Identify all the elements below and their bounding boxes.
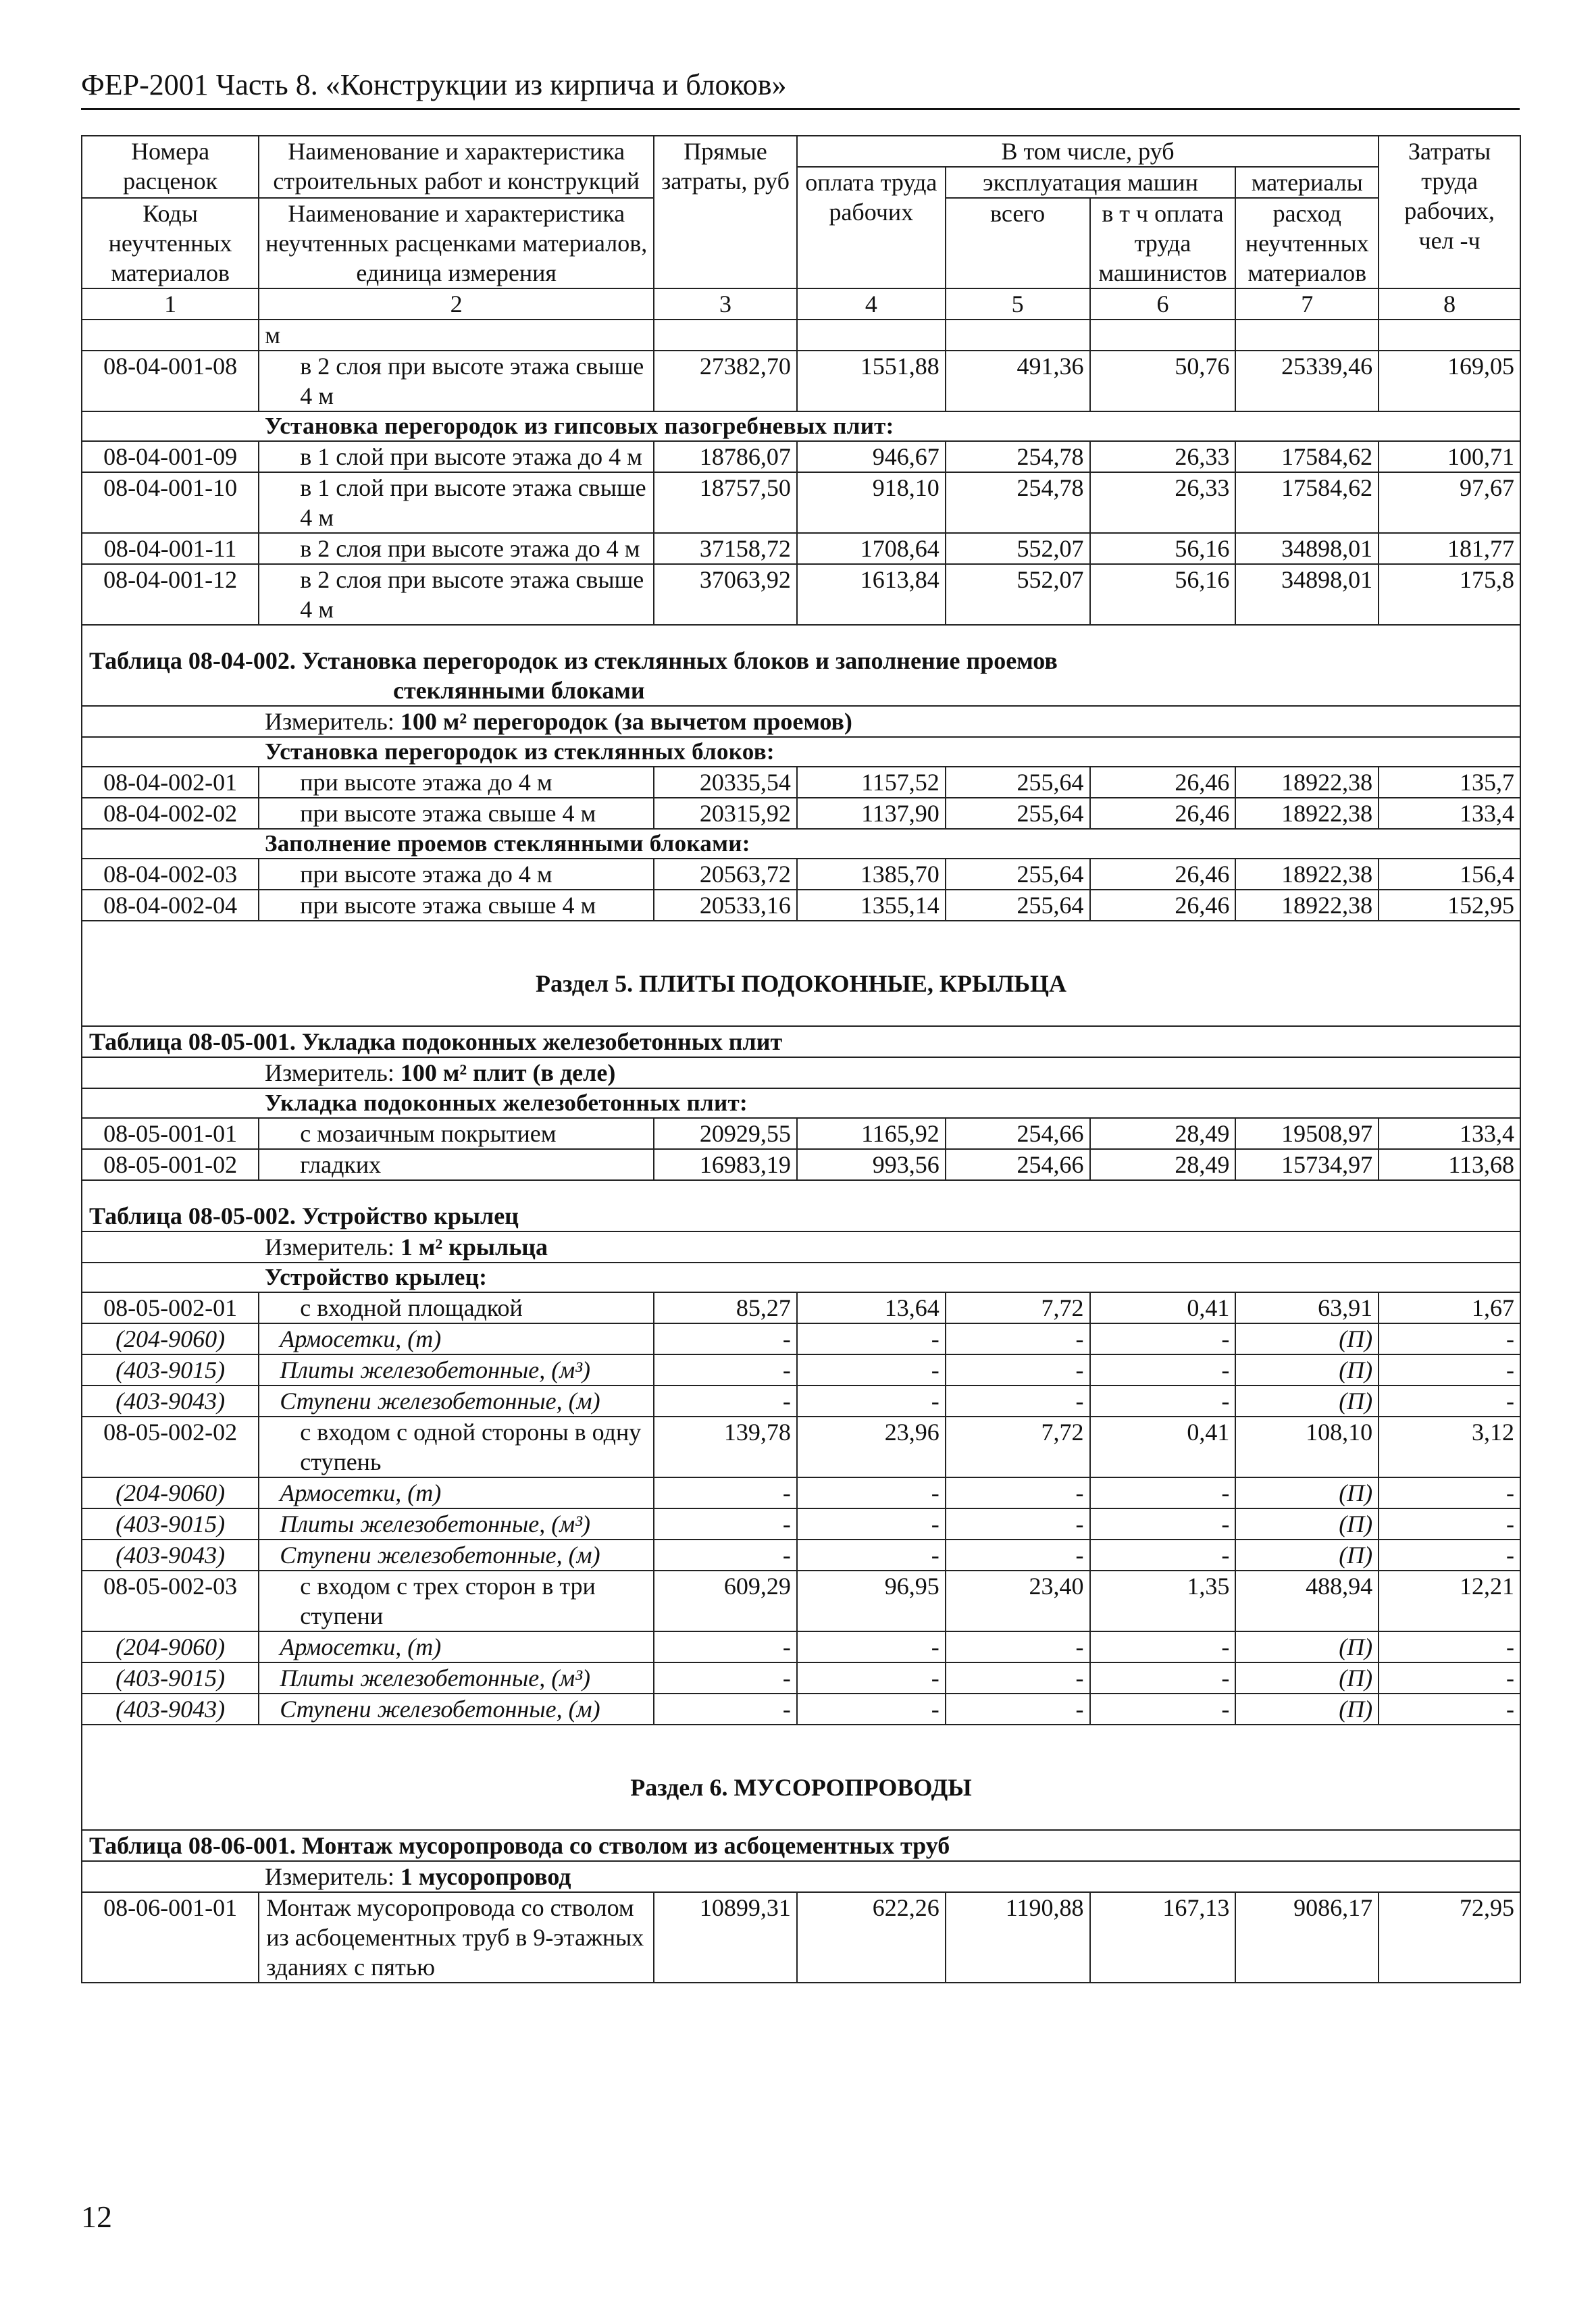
machines-total: 254,78 bbox=[946, 472, 1090, 533]
material-row bbox=[82, 1662, 1520, 1694]
value: - bbox=[654, 1477, 797, 1508]
col-number: 3 bbox=[654, 288, 797, 320]
labor-hours: 152,95 bbox=[1379, 890, 1520, 921]
col-number: 5 bbox=[946, 288, 1090, 320]
value: (П) bbox=[1235, 1386, 1379, 1417]
value: - bbox=[1379, 1508, 1520, 1540]
rate-code: 08-04-002-04 bbox=[82, 890, 259, 921]
operator-wages: 26,33 bbox=[1090, 441, 1236, 472]
operator-wages: 26,46 bbox=[1090, 859, 1236, 890]
machines-total: 491,36 bbox=[946, 351, 1090, 411]
machines-total: 255,64 bbox=[946, 767, 1090, 798]
material-row bbox=[82, 1694, 1520, 1725]
section-title: Раздел 5. ПЛИТЫ ПОДОКОННЫЕ, КРЫЛЬЦА bbox=[82, 921, 1520, 1026]
machines-total: 255,64 bbox=[946, 890, 1090, 921]
operator-wages: 26,46 bbox=[1090, 890, 1236, 921]
table-title: Таблица 08-05-002. Устройство крылец bbox=[82, 1180, 1520, 1231]
rate-code: 08-06-001-01 bbox=[82, 1892, 259, 1983]
rate-code: 08-04-002-02 bbox=[82, 798, 259, 829]
value: - bbox=[946, 1354, 1090, 1386]
material-row bbox=[82, 1540, 1520, 1571]
group-row bbox=[82, 1088, 1520, 1118]
value: - bbox=[946, 1694, 1090, 1725]
rate-code: 08-04-001-12 bbox=[82, 564, 259, 625]
operator-wages: 28,49 bbox=[1090, 1118, 1236, 1149]
value: - bbox=[1090, 1662, 1236, 1694]
table-title bbox=[82, 625, 1520, 706]
value: - bbox=[797, 1508, 946, 1540]
rate-description: в 2 слоя при высоте этажа до 4 м bbox=[259, 533, 654, 564]
col-header-machines: эксплуатация машин bbox=[946, 167, 1236, 198]
operator-wages: 56,16 bbox=[1090, 533, 1236, 564]
col-header-including: В том числе, руб bbox=[797, 136, 1379, 167]
table-title-line-1: Таблица 08-04-002. Установка перегородок из стеклянных блоков и заполнение проемов bbox=[89, 647, 1058, 674]
machines-total: 255,64 bbox=[946, 859, 1090, 890]
group-title: Заполнение проемов стеклянными блоками: bbox=[82, 829, 1520, 859]
direct-cost: 18786,07 bbox=[654, 441, 797, 472]
table-title-row bbox=[82, 1180, 1520, 1231]
value: - bbox=[1090, 1323, 1236, 1354]
value: - bbox=[1090, 1354, 1236, 1386]
material-code: (204-9060) bbox=[82, 1323, 259, 1354]
value: - bbox=[946, 1508, 1090, 1540]
rate-description: Монтаж мусоропровода со стволом из асбоцементных труб в 9-этажных зданиях с пятью bbox=[259, 1892, 654, 1983]
value: - bbox=[1090, 1694, 1236, 1725]
labor-hours: 133,4 bbox=[1379, 1118, 1520, 1149]
value: - bbox=[946, 1662, 1090, 1694]
value: - bbox=[1379, 1477, 1520, 1508]
material-row bbox=[82, 1477, 1520, 1508]
value: - bbox=[946, 1631, 1090, 1662]
machines-total: 1190,88 bbox=[946, 1892, 1090, 1983]
materials: 18922,38 bbox=[1235, 767, 1379, 798]
material-description: Ступени железобетонные, (м) bbox=[259, 1694, 654, 1725]
materials: 108,10 bbox=[1235, 1417, 1379, 1477]
direct-cost: 20929,55 bbox=[654, 1118, 797, 1149]
direct-cost: 16983,19 bbox=[654, 1149, 797, 1180]
material-code: (403-9015) bbox=[82, 1508, 259, 1540]
materials: 19508,97 bbox=[1235, 1118, 1379, 1149]
group-title: Укладка подоконных железобетонных плит: bbox=[82, 1088, 1520, 1118]
table-row bbox=[82, 1571, 1520, 1631]
section-title-row bbox=[82, 921, 1520, 1026]
direct-cost: 27382,70 bbox=[654, 351, 797, 411]
material-row bbox=[82, 1323, 1520, 1354]
table-title: Таблица 08-06-001. Монтаж мусоропровода со стволом из асбоцементных труб bbox=[82, 1830, 1520, 1861]
wages: 1355,14 bbox=[797, 890, 946, 921]
group-title: Установка перегородок из гипсовых пазогребневых плит: bbox=[82, 411, 1520, 441]
measure-unit: Измеритель: 1 м² крыльца bbox=[82, 1231, 1520, 1263]
labor-hours: 72,95 bbox=[1379, 1892, 1520, 1983]
value: - bbox=[1090, 1631, 1236, 1662]
value: - bbox=[797, 1323, 946, 1354]
material-code: (403-9015) bbox=[82, 1354, 259, 1386]
value: (П) bbox=[1235, 1540, 1379, 1571]
wages: 1137,90 bbox=[797, 798, 946, 829]
page-header: ФЕР-2001 Часть 8. «Конструкции из кирпича и блоков» bbox=[81, 68, 787, 101]
material-row bbox=[82, 1631, 1520, 1662]
table-row bbox=[82, 1118, 1520, 1149]
operator-wages: 1,35 bbox=[1090, 1571, 1236, 1631]
table-row bbox=[82, 890, 1520, 921]
group-title: Устройство крылец: bbox=[82, 1263, 1520, 1292]
materials: 15734,97 bbox=[1235, 1149, 1379, 1180]
material-description: Армосетки, (т) bbox=[259, 1477, 654, 1508]
wages: 1165,92 bbox=[797, 1118, 946, 1149]
material-code: (204-9060) bbox=[82, 1631, 259, 1662]
operator-wages: 56,16 bbox=[1090, 564, 1236, 625]
value: - bbox=[946, 1323, 1090, 1354]
machines-total: 552,07 bbox=[946, 533, 1090, 564]
rate-description: с входом с трех сторон в три ступени bbox=[259, 1571, 654, 1631]
col-number: 4 bbox=[797, 288, 946, 320]
labor-hours: 3,12 bbox=[1379, 1417, 1520, 1477]
measure-unit: Измеритель: 1 мусоропровод bbox=[82, 1861, 1520, 1892]
materials: 34898,01 bbox=[1235, 564, 1379, 625]
machines-total: 255,64 bbox=[946, 798, 1090, 829]
operator-wages: 0,41 bbox=[1090, 1417, 1236, 1477]
wages: 946,67 bbox=[797, 441, 946, 472]
value: - bbox=[654, 1631, 797, 1662]
labor-hours: 175,8 bbox=[1379, 564, 1520, 625]
measure-row bbox=[82, 1861, 1520, 1892]
direct-cost: 10899,31 bbox=[654, 1892, 797, 1983]
table-row bbox=[82, 533, 1520, 564]
table-row bbox=[82, 1149, 1520, 1180]
material-code: (403-9043) bbox=[82, 1386, 259, 1417]
rate-description: при высоте этажа до 4 м bbox=[259, 859, 654, 890]
wages: 1708,64 bbox=[797, 533, 946, 564]
value: - bbox=[1090, 1508, 1236, 1540]
material-code: (403-9015) bbox=[82, 1662, 259, 1694]
labor-hours: 169,05 bbox=[1379, 351, 1520, 411]
section-title: Раздел 6. МУСОРОПРОВОДЫ bbox=[82, 1725, 1520, 1830]
value: - bbox=[797, 1631, 946, 1662]
value: - bbox=[797, 1386, 946, 1417]
material-row bbox=[82, 1508, 1520, 1540]
value: - bbox=[797, 1354, 946, 1386]
labor-hours: 12,21 bbox=[1379, 1571, 1520, 1631]
rate-code: 08-05-002-03 bbox=[82, 1571, 259, 1631]
table-header-row-1 bbox=[82, 136, 1520, 167]
table-row bbox=[82, 472, 1520, 533]
value: - bbox=[797, 1662, 946, 1694]
value: - bbox=[1379, 1662, 1520, 1694]
col-header-operator-wages: в т ч оплата труда машинистов bbox=[1090, 198, 1236, 288]
col-header-machines-total: всего bbox=[946, 198, 1090, 288]
value: (П) bbox=[1235, 1323, 1379, 1354]
wages: 1385,70 bbox=[797, 859, 946, 890]
table-row bbox=[82, 1292, 1520, 1323]
operator-wages: 26,33 bbox=[1090, 472, 1236, 533]
material-description: Плиты железобетонные, (м³) bbox=[259, 1508, 654, 1540]
material-description: Плиты железобетонные, (м³) bbox=[259, 1662, 654, 1694]
machines-total: 254,66 bbox=[946, 1118, 1090, 1149]
table-title: Таблица 08-05-001. Укладка подоконных железобетонных плит bbox=[82, 1026, 1520, 1057]
table-title-row bbox=[82, 1830, 1520, 1861]
table-row bbox=[82, 351, 1520, 411]
value: - bbox=[797, 1540, 946, 1571]
col-header-materials: материалы bbox=[1235, 167, 1379, 198]
rate-description: гладких bbox=[259, 1149, 654, 1180]
operator-wages: 26,46 bbox=[1090, 767, 1236, 798]
value: - bbox=[654, 1386, 797, 1417]
direct-cost: 20335,54 bbox=[654, 767, 797, 798]
material-code: (204-9060) bbox=[82, 1477, 259, 1508]
col-number: 6 bbox=[1090, 288, 1236, 320]
value: - bbox=[946, 1540, 1090, 1571]
rate-description: с мозаичным покрытием bbox=[259, 1118, 654, 1149]
rate-description: при высоте этажа свыше 4 м bbox=[259, 798, 654, 829]
labor-hours: 156,4 bbox=[1379, 859, 1520, 890]
rate-code: 08-04-001-11 bbox=[82, 533, 259, 564]
wages: 918,10 bbox=[797, 472, 946, 533]
table-row bbox=[82, 767, 1520, 798]
rate-description: в 2 слоя при высоте этажа свыше 4 м bbox=[259, 564, 654, 625]
value: - bbox=[1379, 1354, 1520, 1386]
table-title-row bbox=[82, 625, 1520, 706]
direct-cost: 20533,16 bbox=[654, 890, 797, 921]
column-number-row bbox=[82, 288, 1520, 320]
value: - bbox=[1090, 1540, 1236, 1571]
group-row bbox=[82, 829, 1520, 859]
value: - bbox=[654, 1540, 797, 1571]
direct-cost: 37063,92 bbox=[654, 564, 797, 625]
col-header-labor: Затраты труда рабочих, чел -ч bbox=[1379, 136, 1520, 288]
col-header-material-name: Наименование и характеристика неучтенных расценками материалов, единица измерения bbox=[259, 198, 654, 288]
col-header-work-name: Наименование и характеристика строительных работ и конструкций bbox=[259, 136, 654, 198]
direct-cost: 20563,72 bbox=[654, 859, 797, 890]
table-row bbox=[82, 320, 1520, 351]
value: - bbox=[1090, 1386, 1236, 1417]
table-row bbox=[82, 564, 1520, 625]
table-row bbox=[82, 441, 1520, 472]
value: - bbox=[946, 1386, 1090, 1417]
direct-cost: 85,27 bbox=[654, 1292, 797, 1323]
group-row bbox=[82, 411, 1520, 441]
rate-code: 08-05-002-02 bbox=[82, 1417, 259, 1477]
labor-hours: 1,67 bbox=[1379, 1292, 1520, 1323]
materials: 18922,38 bbox=[1235, 890, 1379, 921]
value: (П) bbox=[1235, 1662, 1379, 1694]
col-header-material-codes: Коды неучтенных материалов bbox=[82, 198, 259, 288]
col-header-wages: оплата труда рабочих bbox=[797, 167, 946, 288]
table-row bbox=[82, 859, 1520, 890]
rate-code: 08-04-002-01 bbox=[82, 767, 259, 798]
labor-hours: 97,67 bbox=[1379, 472, 1520, 533]
rate-description: с входом с одной стороны в одну ступень bbox=[259, 1417, 654, 1477]
rate-description: в 2 слоя при высоте этажа свыше 4 м bbox=[259, 351, 654, 411]
table-title-row bbox=[82, 1026, 1520, 1057]
materials: 17584,62 bbox=[1235, 472, 1379, 533]
rate-description: при высоте этажа свыше 4 м bbox=[259, 890, 654, 921]
measure-unit: Измеритель: 100 м² плит (в деле) bbox=[82, 1057, 1520, 1088]
material-description: Ступени железобетонные, (м) bbox=[259, 1386, 654, 1417]
wages: 23,96 bbox=[797, 1417, 946, 1477]
materials: 488,94 bbox=[1235, 1571, 1379, 1631]
direct-cost: 37158,72 bbox=[654, 533, 797, 564]
price-table bbox=[81, 135, 1521, 1983]
value: - bbox=[1090, 1477, 1236, 1508]
col-number: 1 bbox=[82, 288, 259, 320]
col-header-direct-costs: Прямые затраты, руб bbox=[654, 136, 797, 288]
labor-hours: 100,71 bbox=[1379, 441, 1520, 472]
value: - bbox=[654, 1354, 797, 1386]
operator-wages: 167,13 bbox=[1090, 1892, 1236, 1983]
rate-description: с входной площадкой bbox=[259, 1292, 654, 1323]
value: - bbox=[1379, 1323, 1520, 1354]
wages: 622,26 bbox=[797, 1892, 946, 1983]
value: - bbox=[654, 1508, 797, 1540]
material-description: Плиты железобетонные, (м³) bbox=[259, 1354, 654, 1386]
value: - bbox=[1379, 1386, 1520, 1417]
materials: 9086,17 bbox=[1235, 1892, 1379, 1983]
labor-hours: 135,7 bbox=[1379, 767, 1520, 798]
machines-total: 552,07 bbox=[946, 564, 1090, 625]
operator-wages: 0,41 bbox=[1090, 1292, 1236, 1323]
machines-total: 254,78 bbox=[946, 441, 1090, 472]
table-row bbox=[82, 798, 1520, 829]
value: (П) bbox=[1235, 1354, 1379, 1386]
value: (П) bbox=[1235, 1508, 1379, 1540]
materials: 18922,38 bbox=[1235, 798, 1379, 829]
value: - bbox=[797, 1477, 946, 1508]
machines-total: 254,66 bbox=[946, 1149, 1090, 1180]
wages: 13,64 bbox=[797, 1292, 946, 1323]
materials: 18922,38 bbox=[1235, 859, 1379, 890]
direct-cost: 609,29 bbox=[654, 1571, 797, 1631]
rate-code: 08-05-001-02 bbox=[82, 1149, 259, 1180]
table-row bbox=[82, 1892, 1520, 1983]
machines-total: 23,40 bbox=[946, 1571, 1090, 1631]
value: - bbox=[654, 1694, 797, 1725]
rate-code: 08-04-001-09 bbox=[82, 441, 259, 472]
measure-row bbox=[82, 706, 1520, 737]
wages: 96,95 bbox=[797, 1571, 946, 1631]
value: - bbox=[654, 1323, 797, 1354]
materials: 17584,62 bbox=[1235, 441, 1379, 472]
wages: 993,56 bbox=[797, 1149, 946, 1180]
material-code: (403-9043) bbox=[82, 1694, 259, 1725]
col-number: 7 bbox=[1235, 288, 1379, 320]
rate-code: 08-05-001-01 bbox=[82, 1118, 259, 1149]
rate-description: при высоте этажа до 4 м bbox=[259, 767, 654, 798]
material-code: (403-9043) bbox=[82, 1540, 259, 1571]
rate-description: в 1 слой при высоте этажа свыше 4 м bbox=[259, 472, 654, 533]
rate-code: 08-04-001-10 bbox=[82, 472, 259, 533]
wages: 1157,52 bbox=[797, 767, 946, 798]
rate-code: 08-04-001-08 bbox=[82, 351, 259, 411]
wages: 1613,84 bbox=[797, 564, 946, 625]
material-description: Ступени железобетонные, (м) bbox=[259, 1540, 654, 1571]
measure-unit: Измеритель: 100 м² перегородок (за вычетом проемов) bbox=[82, 706, 1520, 737]
direct-cost: 18757,50 bbox=[654, 472, 797, 533]
page-number: 12 bbox=[81, 2200, 112, 2234]
measure-row bbox=[82, 1231, 1520, 1263]
col-number: 2 bbox=[259, 288, 654, 320]
value: - bbox=[1379, 1694, 1520, 1725]
material-description: Армосетки, (т) bbox=[259, 1631, 654, 1662]
value: (П) bbox=[1235, 1694, 1379, 1725]
group-title: Установка перегородок из стеклянных блоков: bbox=[82, 737, 1520, 767]
rate-code: 08-05-002-01 bbox=[82, 1292, 259, 1323]
operator-wages: 50,76 bbox=[1090, 351, 1236, 411]
operator-wages: 28,49 bbox=[1090, 1149, 1236, 1180]
group-row bbox=[82, 737, 1520, 767]
table-title-line-2: стеклянными блоками bbox=[393, 677, 645, 704]
section-title-row bbox=[82, 1725, 1520, 1830]
col-header-material-use: расход неучтенных материалов bbox=[1235, 198, 1379, 288]
materials: 63,91 bbox=[1235, 1292, 1379, 1323]
materials: 34898,01 bbox=[1235, 533, 1379, 564]
value: - bbox=[1379, 1540, 1520, 1571]
rate-code: 08-04-002-03 bbox=[82, 859, 259, 890]
machines-total: 7,72 bbox=[946, 1292, 1090, 1323]
value: - bbox=[797, 1694, 946, 1725]
value: (П) bbox=[1235, 1477, 1379, 1508]
header-divider bbox=[81, 108, 1520, 110]
table-row bbox=[82, 1417, 1520, 1477]
operator-wages: 26,46 bbox=[1090, 798, 1236, 829]
direct-cost: 139,78 bbox=[654, 1417, 797, 1477]
continued-text: м bbox=[259, 320, 654, 351]
value: - bbox=[654, 1662, 797, 1694]
material-description: Армосетки, (т) bbox=[259, 1323, 654, 1354]
labor-hours: 133,4 bbox=[1379, 798, 1520, 829]
col-number: 8 bbox=[1379, 288, 1520, 320]
wages: 1551,88 bbox=[797, 351, 946, 411]
value: - bbox=[946, 1477, 1090, 1508]
rate-description: в 1 слой при высоте этажа до 4 м bbox=[259, 441, 654, 472]
machines-total: 7,72 bbox=[946, 1417, 1090, 1477]
measure-row bbox=[82, 1057, 1520, 1088]
col-header-rate-number: Номера расценок bbox=[82, 136, 259, 198]
material-row bbox=[82, 1386, 1520, 1417]
direct-cost: 20315,92 bbox=[654, 798, 797, 829]
material-row bbox=[82, 1354, 1520, 1386]
labor-hours: 113,68 bbox=[1379, 1149, 1520, 1180]
materials: 25339,46 bbox=[1235, 351, 1379, 411]
value: (П) bbox=[1235, 1631, 1379, 1662]
value: - bbox=[1379, 1631, 1520, 1662]
labor-hours: 181,77 bbox=[1379, 533, 1520, 564]
group-row bbox=[82, 1263, 1520, 1292]
